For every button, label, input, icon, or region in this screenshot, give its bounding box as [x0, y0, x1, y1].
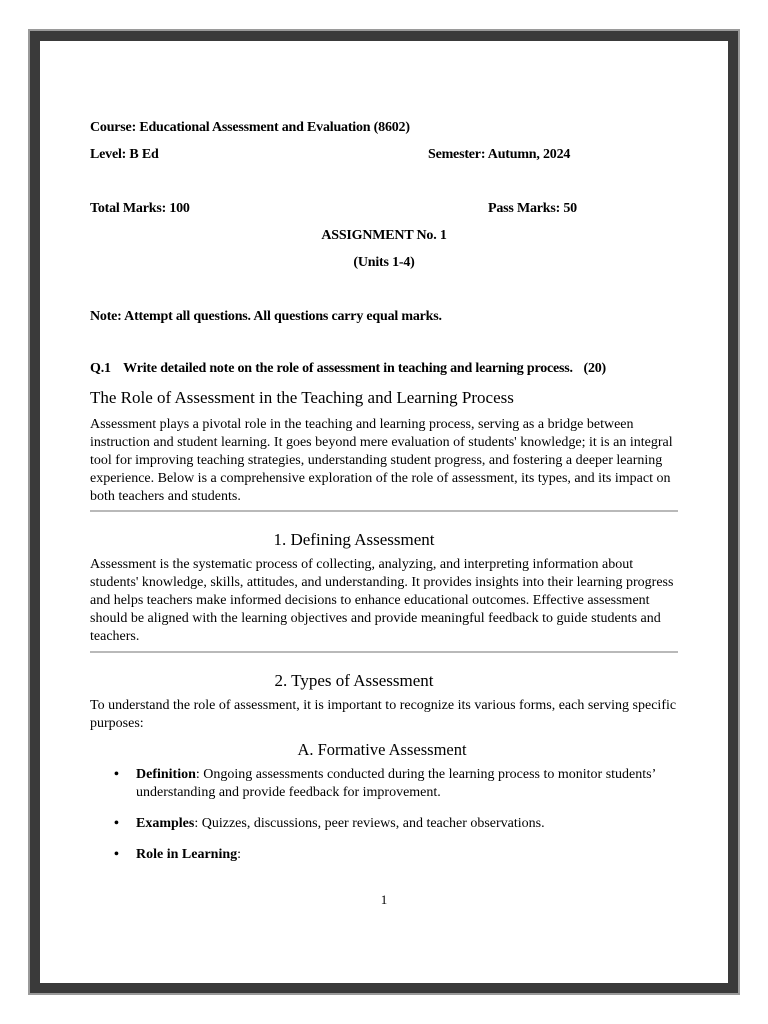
section-divider: [90, 510, 678, 512]
list-item: [90, 815, 680, 833]
bullet-text: : Ongoing assessments conducted during the learning process to monitor students’ understanding and provide feedback for improvement.: [136, 767, 656, 800]
bullet-term: Role in Learning: [136, 847, 238, 862]
bullet-icon: •: [114, 816, 119, 831]
bullet-icon: •: [114, 847, 119, 862]
instructions-note: Note: Attempt all questions. All questions carry equal marks.: [90, 309, 442, 324]
list-item: [90, 846, 680, 864]
list-item: [90, 766, 680, 802]
question-marks: (20): [583, 361, 607, 376]
assignment-title: ASSIGNMENT No. 1: [321, 228, 447, 243]
pass-marks-line: Pass Marks: 50: [488, 201, 577, 216]
defining-paragraph: Assessment is the systematic process of collecting, analyzing, and interpreting information about students' knowledge, skills, attitudes, and understanding. It provides insights into their learning progress and helps teachers make informed decisions to enhance educational outcomes. Effective assessment should be aligned with the learning objectives and provide meaningful feedback to guide students and teachers.: [90, 557, 674, 644]
question-text: Write detailed note on the role of assessment in teaching and learning process.: [123, 361, 573, 376]
bullet-term: Definition: [136, 767, 196, 782]
level-line: Level: B Ed: [90, 147, 159, 162]
bullet-term: Examples: [136, 816, 195, 831]
question-number: Q.1: [90, 361, 111, 376]
units-label: (Units 1-4): [353, 255, 415, 270]
section-divider: [90, 651, 678, 653]
course-line: Course: Educational Assessment and Evaluation (8602): [90, 120, 410, 135]
bullet-text: : Quizzes, discussions, peer reviews, and teacher observations.: [194, 816, 545, 831]
bullet-icon: •: [114, 767, 119, 782]
semester-line: Semester: Autumn, 2024: [428, 147, 571, 162]
intro-paragraph: Assessment plays a pivotal role in the teaching and learning process, serving as a bridge between instruction and student learning. It goes beyond mere evaluation of students' knowledge; it is an integral tool for improving teaching strategies, understanding student progress, and fostering a deeper learning experience. Below is a comprehensive exploration of the role of assessment, its types, and its impact on both teachers and students.: [90, 417, 673, 504]
formative-subheading: A. Formative Assessment: [297, 740, 467, 759]
types-heading: 2. Types of Assessment: [274, 671, 434, 690]
formative-list: [90, 766, 680, 864]
defining-heading: 1. Defining Assessment: [273, 530, 435, 549]
question-heading: [90, 361, 606, 377]
intro-heading: The Role of Assessment in the Teaching and Learning Process: [90, 388, 514, 407]
bullet-text: :: [237, 847, 242, 862]
page-number: 1: [380, 892, 388, 907]
types-paragraph: To understand the role of assessment, it is important to recognize its various forms, each serving specific purposes:: [90, 698, 677, 731]
total-marks-line: Total Marks: 100: [90, 201, 190, 216]
